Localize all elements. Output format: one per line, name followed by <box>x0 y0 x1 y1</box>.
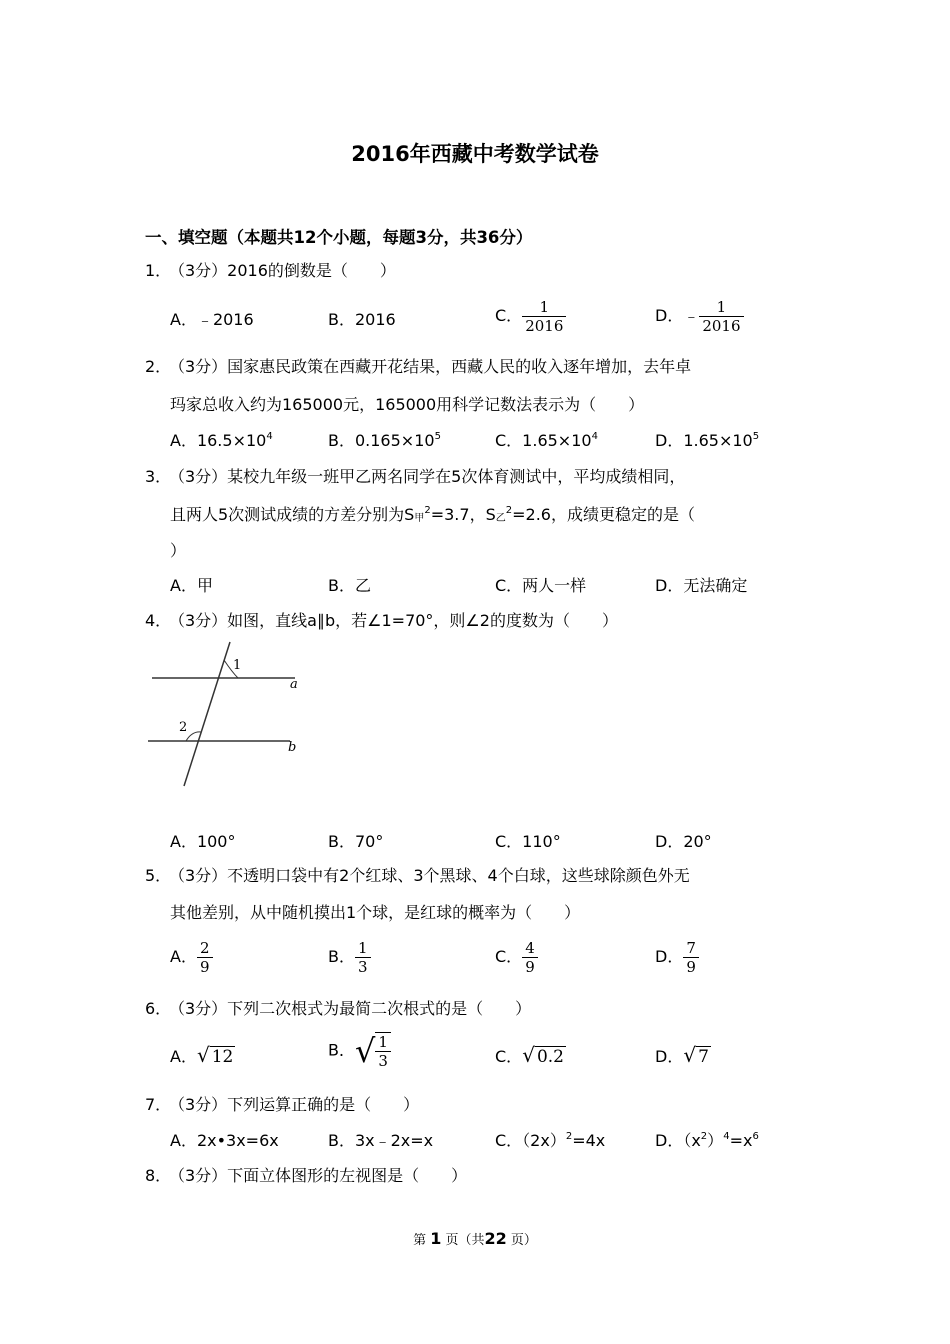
question-text-cont <box>170 502 695 525</box>
option-c: C．两人一样 <box>495 576 587 595</box>
total-pages: 22 <box>484 1229 507 1248</box>
option-b: B．3x﹣2x=x <box>328 1131 434 1150</box>
superscript: 2 <box>565 1131 573 1142</box>
option-d: D．20° <box>655 832 712 851</box>
question-text: （3分）不透明口袋中有2个红球、3个黑球、4个白球，这些球除颜色外无 <box>169 866 690 885</box>
question-number: 2． <box>145 357 172 376</box>
exponent: 4 <box>591 431 598 442</box>
fraction <box>683 939 699 976</box>
option-d <box>655 298 744 335</box>
question-1 <box>145 258 396 281</box>
numerator: 1 <box>378 1033 388 1051</box>
option-d <box>655 1043 711 1067</box>
question-number: 5． <box>145 866 172 885</box>
numerator: 1 <box>357 939 368 957</box>
square-root <box>196 1043 235 1067</box>
option-c <box>495 428 598 451</box>
option-b: B．70° <box>328 832 384 851</box>
square-root <box>355 1031 391 1071</box>
option-a <box>170 428 273 451</box>
option-c: C．110° <box>495 832 561 851</box>
option-c <box>495 1043 566 1067</box>
option-a <box>170 1043 235 1067</box>
option-a: A．甲 <box>170 576 213 595</box>
question-text: （3分）下列二次根式为最简二次根式的是（ ） <box>169 999 532 1018</box>
exponent: 5 <box>752 431 760 442</box>
parallel-lines-figure <box>140 636 320 796</box>
question-text: （3分）如图，直线a∥b，若∠1=70°，则∠2的度数为（ ） <box>169 611 618 630</box>
denominator: 9 <box>683 957 699 976</box>
option-c <box>495 1128 605 1151</box>
subscript: 甲 <box>414 513 425 524</box>
fraction <box>522 298 566 335</box>
section-heading: 一、填空题（本题共12个小题，每题3分，共36分） <box>145 228 533 247</box>
option-text: A．16.5×10 <box>170 431 267 450</box>
option-text: C．1.65×10 <box>495 431 592 450</box>
question-number: 3． <box>145 467 172 486</box>
numerator: 7 <box>686 939 696 957</box>
fraction <box>522 939 538 976</box>
option-label: D．﹣ <box>655 306 700 325</box>
square-root <box>522 1043 566 1067</box>
option-b <box>328 1031 391 1071</box>
radical-sign: √ <box>196 1043 210 1067</box>
question-text: （3分）某校九年级一班甲乙两名同学在5次体育测试中，平均成绩相同， <box>169 467 686 486</box>
option-a <box>170 939 213 976</box>
question-8 <box>145 1163 467 1186</box>
option-d: D．无法确定 <box>655 576 748 595</box>
option-c <box>495 298 566 335</box>
option-label: C． <box>495 947 523 966</box>
superscript: 6 <box>752 1131 759 1142</box>
numerator: 4 <box>525 939 535 957</box>
fraction <box>375 1032 391 1070</box>
superscript: 2 <box>505 505 513 516</box>
fraction <box>355 939 371 976</box>
superscript: 2 <box>424 505 431 516</box>
question-number: 1． <box>145 261 172 280</box>
page-footer <box>0 1229 950 1248</box>
option-b <box>328 939 371 976</box>
question-text-cont: 其他差别，从中随机摸出1个球，是红球的概率为（ ） <box>170 903 581 922</box>
numerator: 1 <box>539 298 550 316</box>
option-label: C． <box>495 306 523 325</box>
option-text: D．1.65×10 <box>655 431 753 450</box>
question-5 <box>145 863 690 886</box>
radicand: 12 <box>211 1047 234 1067</box>
option-a: A．﹣2016 <box>170 310 254 329</box>
text-segment: =2.6，成绩更稳定的是（ <box>512 505 695 524</box>
footer-text: 页） <box>510 1233 537 1248</box>
page-title: 2016年西藏中考数学试卷 <box>351 142 599 166</box>
denominator: 3 <box>355 957 371 976</box>
option-d <box>655 1128 759 1151</box>
radical-sign: √ <box>354 1032 376 1070</box>
question-text: （3分）下面立体图形的左视图是（ ） <box>169 1166 468 1185</box>
fraction <box>197 939 213 976</box>
question-number: 8． <box>145 1166 172 1185</box>
radical-sign: √ <box>683 1043 697 1067</box>
option-b: B．乙 <box>328 576 371 595</box>
square-root <box>683 1043 711 1067</box>
footer-text: 第 <box>413 1233 427 1248</box>
denominator: 2016 <box>699 316 743 335</box>
question-4 <box>145 608 618 631</box>
option-text: D．（x <box>655 1131 701 1150</box>
angle-2-label: 2 <box>179 720 188 735</box>
exponent: 5 <box>434 431 441 442</box>
footer-text: 页（共 <box>445 1233 485 1248</box>
question-text: （3分）2016的倒数是（ ） <box>169 261 396 280</box>
fraction <box>699 298 743 335</box>
option-text: ） <box>707 1131 724 1150</box>
question-7 <box>145 1092 419 1115</box>
exponent: 4 <box>266 431 273 442</box>
question-number: 7． <box>145 1095 172 1114</box>
option-d <box>655 428 759 451</box>
option-text: B．0.165×10 <box>328 431 435 450</box>
text-segment: =3.7，S <box>430 505 496 524</box>
angle-1-label: 1 <box>233 658 242 673</box>
question-number: 6． <box>145 999 172 1018</box>
option-c <box>495 939 538 976</box>
text-segment: 且两人5次测试成绩的方差分别为S <box>170 505 415 524</box>
radicand: 0.2 <box>536 1047 564 1067</box>
option-text: C．（2x） <box>495 1131 566 1150</box>
option-label: A． <box>170 947 197 966</box>
superscript: 4 <box>723 1131 730 1142</box>
denominator: 9 <box>197 957 213 976</box>
option-label: B． <box>328 1040 355 1060</box>
superscript: 2 <box>700 1131 708 1142</box>
option-label: C． <box>495 1047 523 1066</box>
denominator: 2016 <box>522 316 566 335</box>
subscript: 乙 <box>495 513 506 524</box>
question-text-cont: 玛家总收入约为165000元，165000用科学记数法表示为（ ） <box>170 395 645 414</box>
option-a: A．2x•3x=6x <box>170 1131 279 1150</box>
option-b: B．2016 <box>328 310 396 329</box>
page-number: 1 <box>430 1229 442 1248</box>
denominator: 9 <box>522 957 538 976</box>
option-label: D． <box>655 1047 684 1066</box>
option-label: D． <box>655 947 684 966</box>
radicand: 7 <box>698 1047 709 1067</box>
numerator: 2 <box>199 939 210 957</box>
question-text: （3分）国家惠民政策在西藏开花结果，西藏人民的收入逐年增加，去年卓 <box>169 357 692 376</box>
numerator: 1 <box>716 298 727 316</box>
denominator: 3 <box>375 1051 391 1070</box>
option-d <box>655 939 699 976</box>
option-text: =x <box>729 1131 753 1150</box>
transversal <box>184 642 230 786</box>
question-text-cont: ） <box>170 541 187 560</box>
option-label: B． <box>328 947 355 966</box>
question-3 <box>145 464 685 487</box>
question-6 <box>145 996 531 1019</box>
line-a-label: a <box>290 677 298 692</box>
question-number: 4． <box>145 611 172 630</box>
option-text: =4x <box>572 1131 606 1150</box>
question-text: （3分）下列运算正确的是（ ） <box>169 1095 420 1114</box>
question-2 <box>145 354 691 377</box>
option-a: A．100° <box>170 832 236 851</box>
radical-sign: √ <box>522 1043 535 1067</box>
line-b-label: b <box>288 740 297 755</box>
option-label: A． <box>170 1047 197 1066</box>
option-b <box>328 428 441 451</box>
